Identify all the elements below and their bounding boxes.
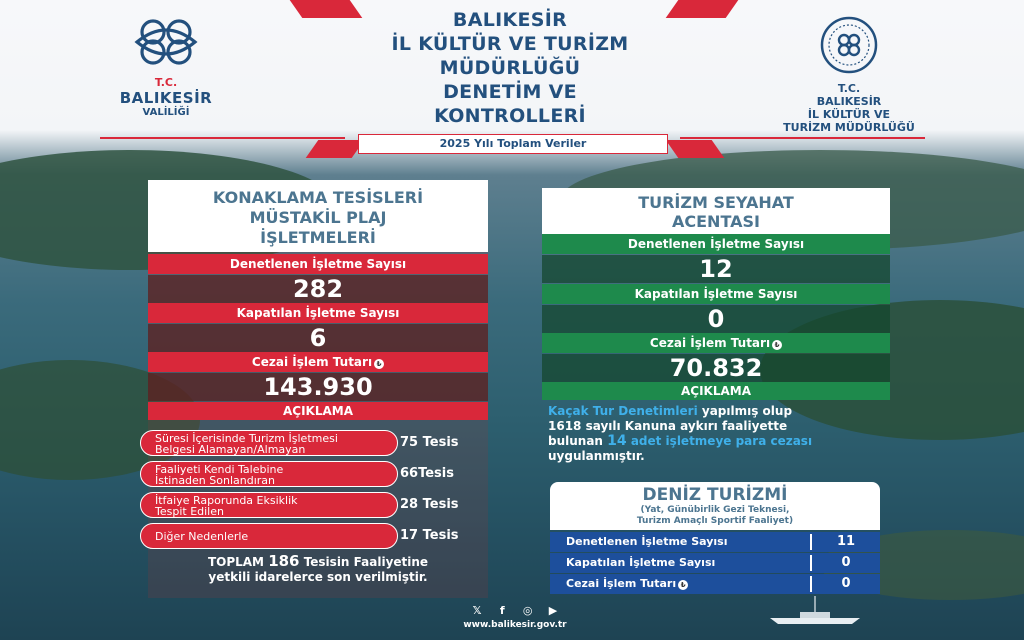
total-value: 186 bbox=[268, 552, 300, 570]
sea-row bbox=[550, 532, 880, 552]
ministry-logo-text bbox=[774, 82, 924, 134]
reason-count: 17 Tesis bbox=[400, 528, 459, 543]
website-link[interactable]: www.balikesir.gov.tr bbox=[463, 620, 567, 630]
lodging-total-line2: yetkili idarelerce son verilmiştir. bbox=[208, 570, 428, 584]
social-links bbox=[470, 604, 560, 618]
sea-row-value: 0 bbox=[841, 576, 851, 591]
ministry-logo-line: BALIKESİR bbox=[816, 95, 882, 108]
sea-row-label: Kapatılan İşletme Sayısı bbox=[566, 556, 716, 569]
travel-title-line: TURİZM SEYAHAT bbox=[638, 193, 794, 212]
desc-highlight: Kaçak Tur Denetimleri bbox=[548, 404, 698, 418]
governorship-logo bbox=[96, 14, 236, 118]
logo-line1: BALIKESİR bbox=[119, 89, 213, 107]
total-suffix: Tesisin Faaliyetine bbox=[303, 555, 429, 569]
reason-item bbox=[140, 430, 398, 456]
page-title bbox=[340, 8, 680, 128]
travel-title-line: ACENTASI bbox=[672, 212, 760, 231]
decor-stripe bbox=[666, 140, 725, 158]
facebook-icon[interactable]: f bbox=[499, 604, 505, 617]
title-line: BALIKESİR bbox=[452, 9, 568, 31]
sea-card-title bbox=[550, 482, 880, 530]
sea-row-label: Denetlenen İşletme Sayısı bbox=[566, 535, 728, 548]
sailboat-icon bbox=[760, 596, 870, 626]
desc-highlight-number: 14 bbox=[607, 433, 627, 449]
reason-text: İstinaden Sonlandıran bbox=[155, 474, 276, 487]
lodging-closed-label: Kapatılan İşletme Sayısı bbox=[148, 303, 488, 323]
reason-count: 75 Tesis bbox=[400, 435, 459, 450]
reason-text: Tespit Edilen bbox=[155, 505, 224, 518]
x-icon[interactable]: 𝕏 bbox=[472, 604, 482, 617]
travel-description bbox=[548, 404, 884, 464]
travel-fine-value: 70.832 bbox=[542, 354, 890, 382]
year-label: 2025 Yılı Toplam Veriler bbox=[358, 134, 668, 154]
decor-stripe bbox=[306, 140, 365, 158]
youtube-icon[interactable]: ▶ bbox=[548, 604, 558, 617]
travel-closed-label: Kapatılan İşletme Sayısı bbox=[542, 284, 890, 304]
reason-text: İtfaiye Raporunda Eksiklik bbox=[155, 494, 298, 507]
lodging-total bbox=[150, 554, 486, 585]
decor-line bbox=[680, 137, 925, 139]
sea-subtitle: Turizm Amaçlı Sportif Faaliyet) bbox=[636, 516, 794, 526]
desc-line: 1618 sayılı Kanuna aykırı faaliyette bbox=[548, 419, 788, 433]
lodging-explanation-label: AÇIKLAMA bbox=[148, 402, 488, 420]
travel-inspected-label: Denetlenen İşletme Sayısı bbox=[542, 234, 890, 254]
reason-item bbox=[140, 461, 398, 487]
travel-card-title bbox=[542, 188, 890, 236]
knot-emblem-icon bbox=[131, 14, 201, 70]
logo-tc: T.C. bbox=[154, 76, 178, 89]
logo-line2: VALİLİĞİ bbox=[142, 107, 190, 118]
lodging-closed-value: 6 bbox=[148, 324, 488, 352]
ministry-seal-icon bbox=[820, 16, 878, 74]
title-line: MÜDÜRLÜĞÜ bbox=[439, 57, 581, 79]
desc-line: uygulanmıştır. bbox=[548, 449, 645, 463]
sea-row-label-text: Cezai İşlem Tutarı bbox=[566, 577, 677, 590]
lodging-title-line: MÜSTAKİL PLAJ bbox=[249, 208, 387, 227]
travel-fine-label-text: Cezai İşlem Tutarı bbox=[649, 336, 771, 350]
travel-explanation-label: AÇIKLAMA bbox=[542, 382, 890, 400]
reason-text: Faaliyeti Kendi Talebine bbox=[155, 463, 284, 476]
sea-row-value: 11 bbox=[836, 534, 856, 549]
title-line: KONTROLLERİ bbox=[434, 105, 586, 127]
desc-line bbox=[548, 434, 884, 449]
instagram-icon[interactable]: ◎ bbox=[522, 604, 533, 617]
travel-inspected-value: 12 bbox=[542, 255, 890, 283]
lodging-inspected-value: 282 bbox=[148, 275, 488, 303]
lodging-fine-label-text: Cezai İşlem Tutarı bbox=[251, 355, 373, 369]
reason-item bbox=[140, 523, 398, 549]
lira-icon: ₺ bbox=[374, 359, 384, 369]
desc-line bbox=[548, 404, 884, 419]
lodging-card-title bbox=[148, 180, 488, 252]
lodging-title-line: İŞLETMELERİ bbox=[260, 228, 376, 247]
sea-title: DENİZ TURİZMİ bbox=[642, 485, 788, 505]
reason-text: Belgesi Alamayan/Almayan bbox=[155, 443, 306, 456]
ministry-logo-line: TURİZM MÜDÜRLÜĞÜ bbox=[783, 121, 915, 134]
reason-count: 28 Tesis bbox=[400, 497, 459, 512]
desc-highlight: adet işletmeye para cezası bbox=[626, 434, 813, 448]
lodging-inspected-label: Denetlenen İşletme Sayısı bbox=[148, 254, 488, 274]
ministry-logo-line: T.C. bbox=[837, 82, 861, 95]
reason-item bbox=[140, 492, 398, 518]
lodging-title-line: KONAKLAMA TESİSLERİ bbox=[212, 188, 424, 207]
lira-icon: ₺ bbox=[772, 340, 782, 350]
lodging-fine-value: 143.930 bbox=[148, 373, 488, 401]
sea-row-label bbox=[566, 574, 688, 594]
sea-row bbox=[550, 553, 880, 573]
reason-text: Diğer Nedenlerle bbox=[155, 530, 249, 543]
reason-count: 66Tesis bbox=[400, 466, 454, 481]
ministry-logo-line: İL KÜLTÜR VE bbox=[807, 108, 891, 121]
desc-text: bulunan bbox=[548, 434, 608, 448]
travel-closed-value: 0 bbox=[542, 305, 890, 333]
travel-fine-label bbox=[542, 333, 890, 353]
decor-line bbox=[100, 137, 345, 139]
lira-icon: ₺ bbox=[678, 580, 688, 590]
sea-subtitle: (Yat, Günübirlik Gezi Teknesi, bbox=[640, 505, 790, 515]
title-line: DENETİM VE bbox=[443, 81, 577, 103]
lodging-total-line1 bbox=[150, 554, 486, 570]
desc-text: yapılmış olup bbox=[697, 404, 793, 418]
sea-row bbox=[550, 574, 880, 594]
total-prefix: TOPLAM bbox=[207, 555, 264, 569]
sea-row-value: 0 bbox=[841, 555, 851, 570]
lodging-fine-label bbox=[148, 352, 488, 372]
title-line: İL KÜLTÜR VE TURİZM bbox=[391, 33, 629, 55]
ministry-logo bbox=[774, 16, 924, 134]
reason-text: Süresi İçerisinde Turizm İşletmesi bbox=[155, 432, 338, 445]
